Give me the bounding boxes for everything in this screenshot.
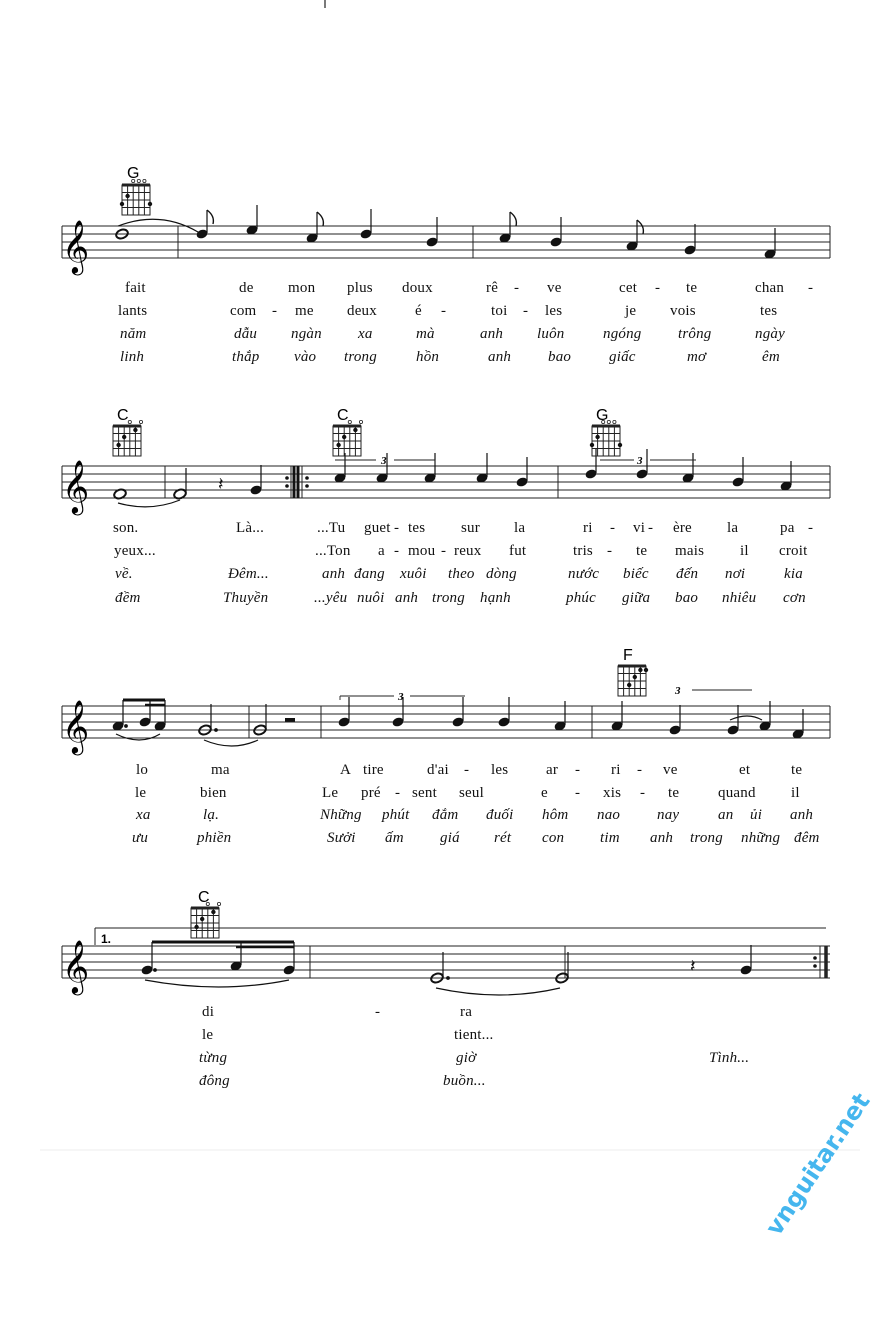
- lyric-syllable: -: [394, 520, 400, 536]
- lyric-syllable: -: [640, 785, 646, 801]
- lyric-syllable: anh: [790, 807, 814, 823]
- lyric-syllable: Đêm...: [228, 566, 269, 582]
- lyric-syllable: xa: [136, 807, 151, 823]
- lyric-syllable: pré: [361, 785, 381, 801]
- lyric-syllable: mon: [288, 280, 316, 296]
- lyric-syllable: -: [808, 520, 814, 536]
- treble-clef-icon: 𝄞: [62, 699, 90, 753]
- chord-diagram-g-2: [590, 407, 622, 456]
- lyric-syllable: trong: [432, 590, 465, 606]
- lyric-syllable: com: [230, 303, 257, 319]
- lyric-syllable: những: [741, 830, 781, 846]
- lyric-syllable: lo: [136, 762, 149, 778]
- lyric-syllable: tes: [408, 520, 426, 536]
- lyric-syllable: cet: [619, 280, 638, 296]
- lyric-syllable: doux: [402, 280, 433, 296]
- lyric-syllable: -: [514, 280, 520, 296]
- lyric-syllable: sur: [461, 520, 480, 536]
- lyric-syllable: bao: [548, 349, 572, 365]
- lyric-syllable: reux: [454, 543, 482, 559]
- chord-diagram-f: [618, 647, 648, 696]
- lyric-syllable: -: [441, 303, 447, 319]
- lyric-syllable: linh: [120, 349, 145, 365]
- lyric-syllable: d'ai: [427, 762, 449, 778]
- lyric-syllable: an: [718, 807, 734, 823]
- lyric-syllable: giá: [440, 830, 460, 846]
- lyric-syllable: ngóng: [603, 326, 642, 342]
- lyric-syllable: về.: [115, 566, 133, 582]
- lyric-syllable: phiền: [197, 830, 232, 846]
- triplet-number: 3: [675, 685, 681, 697]
- lyric-syllable: dòng: [486, 566, 517, 582]
- lyric-syllable: đềm: [115, 590, 141, 606]
- triplet-number: 3: [381, 455, 387, 467]
- lyric-syllable: quand: [718, 785, 756, 801]
- lyric-syllable: luôn: [537, 326, 565, 342]
- lyric-syllable: xa: [358, 326, 373, 342]
- lyric-syllable: nước: [568, 566, 600, 582]
- lyric-syllable: mais: [675, 543, 705, 559]
- lyric-syllable: cơn: [783, 590, 806, 606]
- lyric-syllable: -: [575, 762, 581, 778]
- lyric-syllable: te: [668, 785, 680, 801]
- triplet-number: 3: [637, 455, 643, 467]
- lyric-syllable: -: [648, 520, 654, 536]
- lyric-syllable: tes: [760, 303, 778, 319]
- lyric-syllable: ve: [547, 280, 562, 296]
- lyric-syllable: dẫu: [234, 326, 258, 342]
- lyric-syllable: ngàn: [291, 326, 322, 342]
- lyric-syllable: anh: [488, 349, 512, 365]
- lyric-syllable: je: [625, 303, 637, 319]
- lyric-syllable: rê: [486, 280, 499, 296]
- lyric-syllable: anh: [480, 326, 504, 342]
- lyric-syllable: Những: [320, 807, 362, 823]
- lyric-syllable: ...yêu: [314, 590, 348, 606]
- lyric-syllable: êm: [762, 349, 780, 365]
- lyric-syllable: -: [464, 762, 470, 778]
- lyric-syllable: buồn...: [443, 1073, 486, 1089]
- lyric-syllable: -: [523, 303, 529, 319]
- lyric-syllable: le: [202, 1027, 214, 1043]
- lyric-syllable: nuôi: [357, 590, 385, 606]
- lyric-syllable: tris: [573, 543, 593, 559]
- lyric-syllable: croit: [779, 543, 808, 559]
- lyric-syllable: fait: [125, 280, 146, 296]
- lyric-syllable: di: [202, 1004, 215, 1020]
- lyric-syllable: ra: [460, 1004, 473, 1020]
- chord-symbol: G: [596, 407, 609, 424]
- lyric-syllable: mà: [416, 326, 435, 342]
- lyric-syllable: de: [239, 280, 254, 296]
- lyric-syllable: nhiêu: [722, 590, 757, 606]
- lyric-syllable: la: [514, 520, 526, 536]
- lyric-syllable: nao: [597, 807, 621, 823]
- lyric-syllable: fut: [509, 543, 527, 559]
- lyric-syllable: tient...: [454, 1027, 494, 1043]
- lyric-syllable: bien: [200, 785, 227, 801]
- lyric-syllable: chan: [755, 280, 785, 296]
- lyric-syllable: -: [575, 785, 581, 801]
- lyric-syllable: xuôi: [400, 566, 427, 582]
- lyric-syllable: vi: [633, 520, 646, 536]
- lyric-syllable: a: [378, 543, 385, 559]
- lyric-syllable: -: [395, 785, 401, 801]
- lyric-syllable: lạ.: [203, 807, 220, 823]
- lyric-syllable: deux: [347, 303, 377, 319]
- lyric-syllable: seul: [459, 785, 484, 801]
- lyric-syllable: giờ: [456, 1050, 477, 1066]
- lyric-syllable: vào: [294, 349, 317, 365]
- lyric-syllable: -: [607, 543, 613, 559]
- lyric-syllable: mou: [408, 543, 436, 559]
- lyric-syllable: -: [610, 520, 616, 536]
- lyric-syllable: ...Tu: [317, 520, 346, 536]
- lyric-syllable: et: [739, 762, 751, 778]
- lyric-syllable: -: [394, 543, 400, 559]
- lyric-syllable: ủi: [750, 807, 763, 823]
- lyric-syllable: anh: [650, 830, 674, 846]
- treble-clef-icon: 𝄞: [62, 459, 90, 513]
- lyric-syllable: con: [542, 830, 565, 846]
- lyric-syllable: il: [740, 543, 749, 559]
- lyric-syllable: anh: [322, 566, 346, 582]
- lyric-syllable: đêm: [794, 830, 820, 846]
- lyric-syllable: nơi: [725, 566, 746, 582]
- lyric-syllable: giấc: [609, 349, 636, 365]
- lyric-syllable: đang: [354, 566, 385, 582]
- lyric-syllable: ngày: [755, 326, 785, 342]
- lyric-syllable: Le: [322, 785, 339, 801]
- chord-diagram-g-1: [120, 165, 152, 215]
- lyric-syllable: ấm: [385, 830, 404, 846]
- treble-clef-icon: 𝄞: [62, 939, 90, 993]
- lyric-syllable: trong: [344, 349, 377, 365]
- lyric-syllable: -: [375, 1004, 381, 1020]
- lyric-syllable: toi: [491, 303, 508, 319]
- lyric-syllable: e: [541, 785, 548, 801]
- lyric-syllable: ưu: [132, 830, 149, 846]
- lyric-syllable: hôm: [542, 807, 569, 823]
- lyric-syllable: từng: [199, 1050, 228, 1066]
- triplet-number: 3: [398, 691, 404, 703]
- rest-icon: 𝄽: [690, 956, 696, 977]
- lyric-syllable: rét: [494, 830, 512, 846]
- lyric-syllable: tire: [363, 762, 384, 778]
- treble-clef-icon: 𝄞: [62, 219, 90, 273]
- chord-symbol: G: [127, 165, 140, 182]
- lyric-syllable: ma: [211, 762, 230, 778]
- lyric-syllable: -: [272, 303, 278, 319]
- chord-symbol: C: [117, 407, 129, 424]
- lyric-syllable: xis: [603, 785, 622, 801]
- lyric-syllable: il: [791, 785, 800, 801]
- lyric-syllable: đuối: [486, 807, 514, 823]
- lyric-syllable: Là...: [236, 520, 265, 536]
- lyric-syllable: ri: [583, 520, 593, 536]
- lyric-syllable: Sưởi: [327, 830, 356, 846]
- chord-symbol: C: [337, 407, 349, 424]
- lyric-syllable: tim: [600, 830, 620, 846]
- lyric-syllable: nay: [657, 807, 680, 823]
- lyric-syllable: son.: [113, 520, 139, 536]
- staff-system-1: [62, 205, 830, 275]
- chord-diagram-c-3: [191, 889, 221, 938]
- lyric-syllable: Tình...: [709, 1050, 750, 1066]
- lyric-syllable: năm: [120, 326, 147, 342]
- staff-system-3: [62, 685, 830, 755]
- lyric-syllable: les: [491, 762, 509, 778]
- lyric-syllable: les: [545, 303, 563, 319]
- lyric-syllable: pa: [780, 520, 795, 536]
- rest-icon: 𝄽: [218, 474, 224, 495]
- lyric-syllable: me: [295, 303, 314, 319]
- lyric-syllable: ve: [663, 762, 678, 778]
- lyric-syllable: theo: [448, 566, 475, 582]
- lyric-syllable: thắp: [232, 349, 260, 365]
- lyric-syllable: la: [727, 520, 739, 536]
- chord-diagram-c-2: [333, 407, 363, 456]
- lyric-syllable: giữa: [622, 590, 651, 606]
- lyric-syllable: anh: [395, 590, 419, 606]
- lyric-syllable: le: [135, 785, 147, 801]
- volta-label: 1.: [101, 932, 112, 946]
- lyric-syllable: te: [636, 543, 648, 559]
- lyric-syllable: trông: [678, 326, 712, 342]
- lyric-syllable: bao: [675, 590, 699, 606]
- lyric-syllable: phút: [382, 807, 410, 823]
- lyric-syllable: ...Ton: [315, 543, 351, 559]
- staff-system-4: [62, 928, 830, 995]
- lyric-syllable: vois: [670, 303, 696, 319]
- lyric-syllable: -: [441, 543, 447, 559]
- lyric-syllable: hạnh: [480, 590, 511, 606]
- lyric-syllable: Thuyền: [223, 590, 269, 606]
- chord-symbol: F: [623, 647, 633, 664]
- lyric-syllable: trong: [690, 830, 723, 846]
- lyric-syllable: A: [340, 762, 352, 778]
- staff-system-2: [62, 449, 830, 515]
- lyric-syllable: ri: [611, 762, 621, 778]
- lyric-syllable: é: [415, 303, 422, 319]
- lyric-syllable: -: [655, 280, 661, 296]
- lyric-syllable: yeux...: [114, 543, 156, 559]
- lyric-syllable: kia: [784, 566, 803, 582]
- lyric-syllable: đến: [676, 566, 699, 582]
- lyric-syllable: sent: [412, 785, 437, 801]
- chord-symbol: C: [198, 889, 210, 906]
- lyric-syllable: ère: [673, 520, 692, 536]
- chord-diagram-c-1: [113, 407, 143, 456]
- lyric-syllable: biếc: [623, 566, 649, 582]
- lyric-syllable: -: [808, 280, 814, 296]
- lyric-syllable: đắm: [432, 807, 459, 823]
- lyric-syllable: -: [637, 762, 643, 778]
- lyric-syllable: plus: [347, 280, 373, 296]
- lyric-syllable: te: [791, 762, 803, 778]
- lyric-syllable: phúc: [566, 590, 596, 606]
- lyric-syllable: hồn: [416, 349, 440, 365]
- lyric-syllable: ar: [546, 762, 559, 778]
- lyric-syllable: mơ: [687, 349, 707, 365]
- lyric-syllable: guet: [364, 520, 391, 536]
- lyric-syllable: te: [686, 280, 698, 296]
- lyric-syllable: đông: [199, 1073, 230, 1089]
- watermark: vnguitar.net: [760, 1087, 876, 1241]
- lyric-syllable: lants: [118, 303, 148, 319]
